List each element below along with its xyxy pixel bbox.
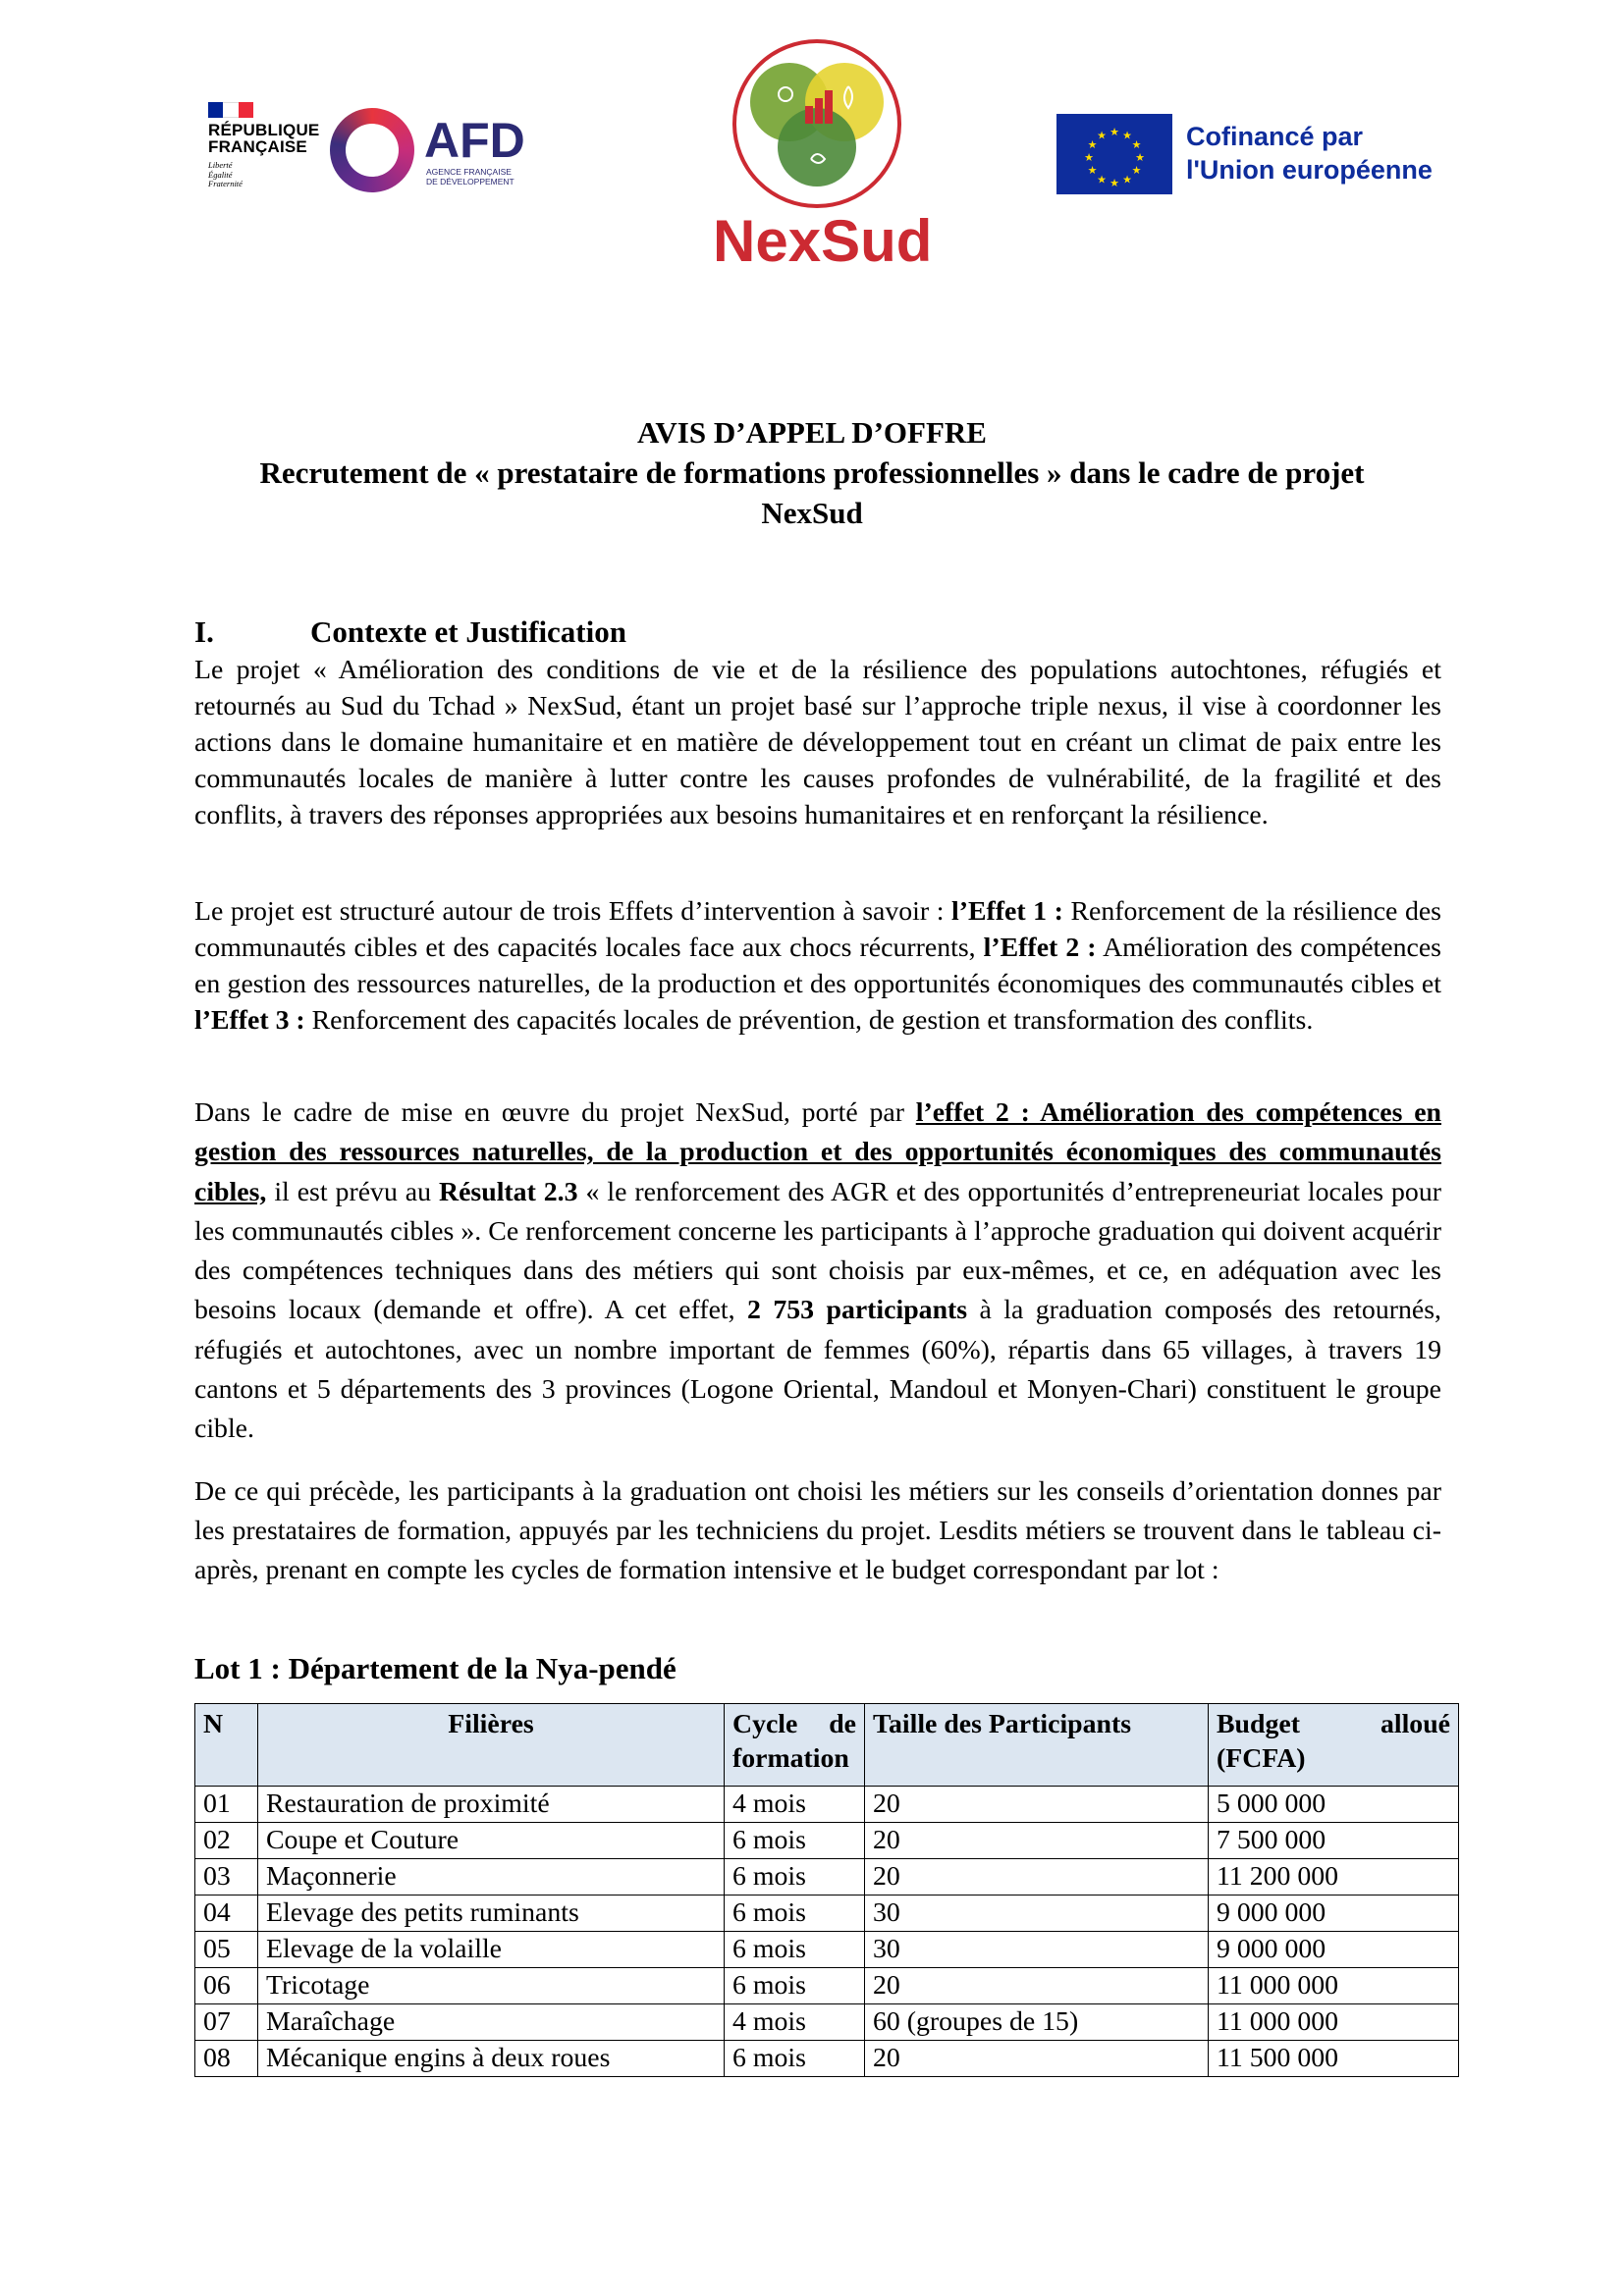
paragraph-metiers: De ce qui précède, les participants à la graduation ont choisi les métiers sur les conseils d’orientation donnes par les prestataires de formation, appuyés par les techniciens du projet. Lesdits métiers se trouvent dans le tableau ci-après, prenant en compte les cycles de formation intensive et le budget correspondant par lot : [194,1476,1441,1585]
document-title-block [177,412,1447,533]
cell-filiere: Elevage de la volaille [258,1932,725,1968]
svg-text:★: ★ [1097,129,1107,142]
text-span: « le renforcement des AGR et des opportunités d’entrepreneuriat locales pour les communautés cibles ». Ce renforcement concerne les participants à l’approche graduation qui doivent acquérir des compétences techniques dans des métiers qui sont choisis par eux-mêmes, et ce, en adéquation avec les besoins locaux (demande et offre). A cet effet, [194,1176,1441,1326]
svg-text:★: ★ [1087,138,1098,151]
table-row [195,1896,1459,1932]
cell-cycle: 6 mois [725,1823,865,1859]
eu-cofinance-text: Cofinancé par l'Union européenne [1186,122,1433,185]
cell-taille: 20 [865,1787,1209,1823]
cell-filiere: Restauration de proximité [258,1787,725,1823]
svg-text:★: ★ [1084,151,1094,164]
cell-budget: 9 000 000 [1209,1932,1459,1968]
col-header-cycle-line1: Cycle de [732,1709,856,1739]
table-row [195,1932,1459,1968]
text-span: Renforcement des capacités locales de prévention, de gestion et transformation des conflits. [304,1005,1314,1036]
cell-n: 06 [195,1968,258,2004]
cell-n: 07 [195,2004,258,2041]
cell-cycle: 4 mois [725,2004,865,2041]
cell-taille: 20 [865,2041,1209,2077]
nexsud-logo [713,37,933,283]
cell-cycle: 6 mois [725,1968,865,2004]
col-header-n: N [195,1704,258,1787]
table-row [195,1787,1459,1823]
svg-text:★: ★ [1122,173,1132,187]
eu-flag-icon [1056,114,1172,194]
svg-text:★: ★ [1122,129,1132,142]
table-header-row [195,1704,1459,1787]
afd-name: AFD [424,113,525,168]
lot-1-title: Lot 1 : Département de la Nya-pendé [194,1651,677,1685]
col-header-budget-line1: Budget alloué [1217,1709,1450,1739]
afd-ring-icon [330,108,414,192]
cell-filiere: Coupe et Couture [258,1823,725,1859]
cell-n: 08 [195,2041,258,2077]
cell-budget: 11 000 000 [1209,1968,1459,2004]
cell-taille: 20 [865,1968,1209,2004]
cell-n: 01 [195,1787,258,1823]
cell-n: 03 [195,1859,258,1896]
cell-budget: 5 000 000 [1209,1787,1459,1823]
col-header-budget [1209,1704,1459,1787]
cell-filiere: Elevage des petits ruminants [258,1896,725,1932]
table-row [195,1823,1459,1859]
lot-1-table [194,1703,1459,2077]
cell-cycle: 6 mois [725,1859,865,1896]
cell-taille: 30 [865,1896,1209,1932]
paragraph-resultat [194,1094,1441,1450]
cell-filiere: Maçonnerie [258,1859,725,1896]
col-header-filieres: Filières [258,1704,725,1787]
effet-2-underlined: l’effet 2 : Amélioration des compétences en gestion des ressources naturelles, de la production et des opportunités économiques des communautés cibles, [194,1097,1441,1207]
republique-francaise-logo [208,102,320,196]
cell-taille: 20 [865,1859,1209,1896]
cell-budget: 11 200 000 [1209,1859,1459,1896]
nexsud-name: NexSud [713,208,933,274]
col-header-cycle [725,1704,865,1787]
table-row [195,1968,1459,2004]
table-row [195,1859,1459,1896]
cell-n: 02 [195,1823,258,1859]
svg-text:★: ★ [1110,126,1119,138]
cell-filiere: Maraîchage [258,2004,725,2041]
cell-filiere: Tricotage [258,1968,725,2004]
resultat-label: Résultat 2.3 [439,1176,578,1207]
eu-logo [1056,114,1439,194]
svg-text:★: ★ [1131,138,1142,151]
cell-cycle: 6 mois [725,2041,865,2077]
cell-taille: 20 [865,1823,1209,1859]
text-span: il est prévu au [266,1176,439,1207]
nexsud-emblem-icon [713,37,921,214]
svg-text:★: ★ [1131,164,1142,177]
svg-text:★: ★ [1087,164,1098,177]
cell-budget: 9 000 000 [1209,1896,1459,1932]
text-span: Amélioration des compétences en gestion des ressources naturelles, de la production et des opportunités économiques des communautés cibles et [194,933,1441,999]
svg-text:★: ★ [1135,151,1145,164]
col-header-budget-line2: (FCFA) [1217,1743,1306,1774]
cell-filiere: Mécanique engins à deux roues [258,2041,725,2077]
effet-3-label: l’Effet 3 : [194,1005,305,1036]
cell-n: 05 [195,1932,258,1968]
effet-1-label: l’Effet 1 : [951,896,1063,927]
section-title: Contexte et Justification [310,614,626,649]
text-span: à la graduation composés des retournés, réfugiés et autochtones, avec un nombre important de femmes (60%), répartis dans 65 villages, à travers 19 cantons et 5 départements des 3 provinces (Logone Oriental, Mandoul et Monyen-Chari) constituent le groupe cible. [194,1295,1441,1445]
cell-n: 04 [195,1896,258,1932]
effet-2-label: l’Effet 2 : [983,933,1097,963]
cell-cycle: 6 mois [725,1932,865,1968]
afd-subtitle: AGENCE FRANÇAISE DE DÉVELOPPEMENT [426,167,514,187]
participants-count: 2 753 participants [747,1295,968,1326]
table-row [195,2004,1459,2041]
afd-logo [330,108,536,194]
paragraph-effets [194,893,1441,1039]
svg-text:★: ★ [1097,173,1107,187]
cell-cycle: 6 mois [725,1896,865,1932]
cell-taille: 30 [865,1932,1209,1968]
republique-name: RÉPUBLIQUE FRANÇAISE [208,121,320,156]
cell-budget: 11 000 000 [1209,2004,1459,2041]
document-subtitle-project: NexSud [761,496,863,530]
cell-taille: 60 (groupes de 15) [865,2004,1209,2041]
text-span: Le projet est structuré autour de trois Effets d’intervention à savoir : [194,896,951,927]
table-row [195,2041,1459,2077]
section-number: I. [194,614,214,649]
cell-budget: 7 500 000 [1209,1823,1459,1859]
text-span: Renforcement de la résilience des communautés cibles et des capacités locales face aux chocs récurrents, [194,896,1441,963]
svg-text:★: ★ [1110,177,1119,189]
french-flag-icon [208,102,253,118]
col-header-taille: Taille des Participants [865,1704,1209,1787]
document-title: AVIS D’APPEL D’OFFRE [637,415,987,450]
paragraph-context: Le projet « Amélioration des conditions de vie et de la résilience des populations autochtones, réfugiés et retournés au Sud du Tchad » NexSud, étant un projet basé sur l’approche triple nexus, il vise à coordonner les actions dans le domaine humanitaire et en matière de développement tout en créant un climat de paix entre les communautés locales de manière à lutter contre les causes profondes de vulnérabilité, de la fragilité et des conflits, à travers des réponses appropriées aux besoins humanitaires et en renforçant la résilience. [194,655,1441,830]
document-subtitle: Recrutement de « prestataire de formations professionnelles » dans le cadre de projet [259,455,1365,490]
text-span: Dans le cadre de mise en œuvre du projet NexSud, porté par [194,1097,916,1128]
section-heading [194,613,626,652]
cell-cycle: 4 mois [725,1787,865,1823]
col-header-cycle-line2: formation [732,1743,849,1774]
cell-budget: 11 500 000 [1209,2041,1459,2077]
republique-motto: Liberté Égalité Fraternité [208,160,243,188]
